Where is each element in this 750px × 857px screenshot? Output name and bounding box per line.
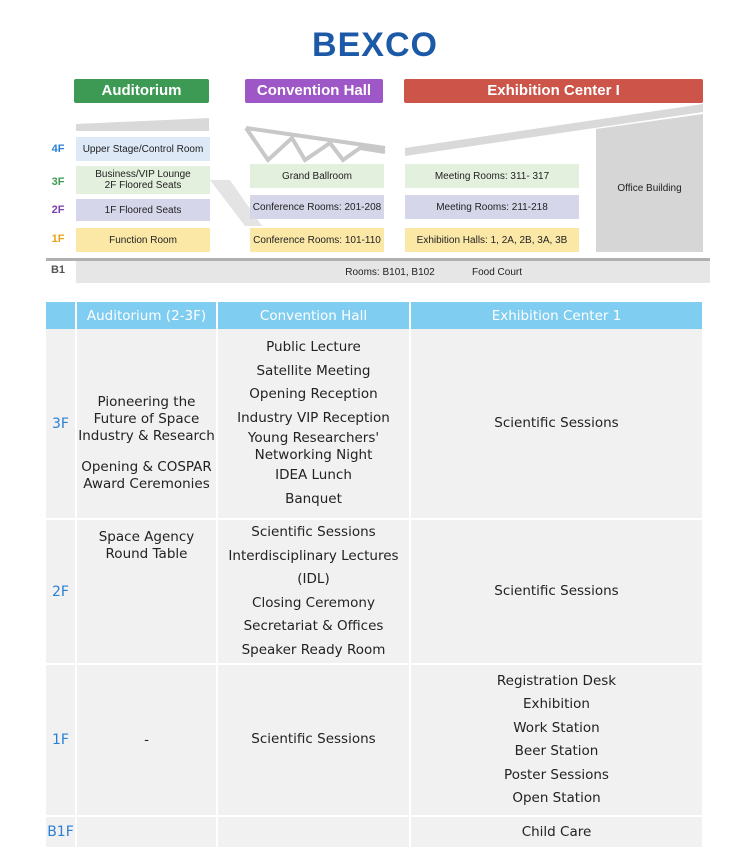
convention-event: IDEA Lunch xyxy=(275,467,352,483)
exhibition-event: Beer Station xyxy=(514,743,599,759)
room-2f-floored-seats-label: 2F Floored Seats xyxy=(104,180,182,191)
header-auditorium: Auditorium xyxy=(74,79,209,103)
convention-event: Satellite Meeting xyxy=(256,362,371,379)
floor-label-3f: 3F xyxy=(51,176,65,188)
room-conference-201-208: Conference Rooms: 201-208 xyxy=(250,195,384,219)
convention-cell xyxy=(217,664,410,816)
header-exhibition-center: Exhibition Center I xyxy=(404,79,703,103)
table-header-row xyxy=(46,302,703,329)
convention-event: Closing Ceremony xyxy=(252,594,375,611)
convention-event: Opening Reception xyxy=(249,386,378,402)
convention-event: Speaker Ready Room xyxy=(241,641,386,658)
exhibition-cell xyxy=(410,519,703,664)
auditorium-cell xyxy=(76,816,217,848)
floor-label-1f: 1F xyxy=(51,233,65,245)
convention-event: Scientific Sessions xyxy=(251,731,376,748)
convention-event: Secretariat & Offices xyxy=(243,618,384,634)
floor-label-2f: 2F xyxy=(51,204,65,216)
bexco-logo: BEXCO xyxy=(312,26,438,64)
exhibition-cell xyxy=(410,664,703,816)
exhibition-cell xyxy=(410,816,703,848)
exhibition-event: Registration Desk xyxy=(496,672,617,689)
room-conference-101-110: Conference Rooms: 101-110 xyxy=(250,228,384,252)
auditorium-cell xyxy=(76,664,217,816)
room-function-room: Function Room xyxy=(76,228,210,252)
room-business-vip-lounge xyxy=(76,166,210,194)
convention-cell xyxy=(217,519,410,664)
room-1f-floored-seats: 1F Floored Seats xyxy=(76,199,210,221)
schedule-table xyxy=(46,302,703,849)
auditorium-event: Space Agency Round Table xyxy=(98,529,195,562)
convention-event: Banquet xyxy=(285,490,342,507)
room-business-vip-label: Business/VIP Lounge xyxy=(95,169,191,180)
exhibition-event: Work Station xyxy=(513,719,600,736)
exhibition-event: Exhibition xyxy=(522,696,590,712)
auditorium-cell xyxy=(76,329,217,519)
exhibition-event: Scientific Sessions xyxy=(494,582,619,599)
exhibition-event: Child Care xyxy=(521,824,592,840)
convention-event: Interdisciplinary Lectures (IDL) xyxy=(228,547,399,587)
basement-food-court-label: Food Court xyxy=(471,266,523,278)
room-upper-stage: Upper Stage/Control Room xyxy=(76,137,210,161)
table-row-b1f xyxy=(46,816,703,848)
floor-cell: B1F xyxy=(46,816,76,848)
table-row-2f xyxy=(46,519,703,664)
convention-event: Young Researchers' Networking Night xyxy=(247,430,380,463)
table-row-1f xyxy=(46,664,703,816)
exhibition-event: Poster Sessions xyxy=(504,766,609,783)
floor-cell: 3F xyxy=(46,329,76,519)
exhibition-event: Scientific Sessions xyxy=(494,414,619,431)
table-row-3f xyxy=(46,329,703,519)
basement-rooms-label: Rooms: B101, B102 xyxy=(345,266,435,278)
header-convention-hall: Convention Hall xyxy=(217,302,410,329)
office-building-label: Office Building xyxy=(617,182,682,194)
convention-event: Industry VIP Reception xyxy=(237,409,390,426)
convention-cell xyxy=(217,329,410,519)
convention-event: Public Lecture xyxy=(266,339,361,355)
header-floor-blank xyxy=(46,302,76,329)
exhibition-event: Open Station xyxy=(512,790,601,806)
exhibition-cell xyxy=(410,329,703,519)
auditorium-event: - xyxy=(144,732,149,748)
room-grand-ballroom: Grand Ballroom xyxy=(250,164,384,188)
floor-cell: 2F xyxy=(46,519,76,664)
header-auditorium: Auditorium (2-3F) xyxy=(76,302,217,329)
header-exhibition-center: Exhibition Center 1 xyxy=(410,302,703,329)
floor-label-b1: B1 xyxy=(50,264,66,276)
room-meeting-311-317: Meeting Rooms: 311- 317 xyxy=(405,164,579,188)
room-meeting-211-218: Meeting Rooms: 211-218 xyxy=(405,195,579,219)
auditorium-event: Opening & COSPAR Award Ceremonies xyxy=(81,459,212,492)
header-convention-hall: Convention Hall xyxy=(245,79,383,103)
convention-event: Scientific Sessions xyxy=(251,524,376,540)
floor-label-4f: 4F xyxy=(51,143,65,155)
room-exhibition-halls: Exhibition Halls: 1, 2A, 2B, 3A, 3B xyxy=(405,228,579,252)
convention-cell xyxy=(217,816,410,848)
floor-cell: 1F xyxy=(46,664,76,816)
auditorium-event: Pioneering the Future of Space Industry & Research xyxy=(78,394,215,444)
auditorium-cell xyxy=(76,519,217,664)
